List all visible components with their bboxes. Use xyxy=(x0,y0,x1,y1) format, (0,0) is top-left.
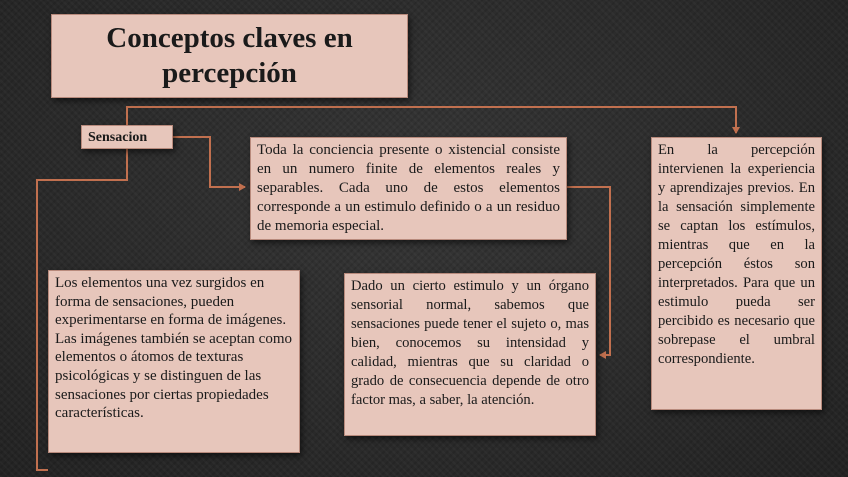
connector-to-top-center-box xyxy=(173,137,245,187)
concept-box-images xyxy=(48,270,300,453)
page-title: Conceptos claves en percepción xyxy=(106,22,353,89)
root-node-sensacion xyxy=(81,125,173,149)
concept-text-elements: Toda la conciencia presente o xistencial consiste en un numero finite de elementos reales y separables. Cada uno de estos elementos corresponde a un estimulo definido o a un residuo de memoria especial. xyxy=(257,142,560,234)
root-node-label: Sensacion xyxy=(88,130,148,145)
concept-box-elements xyxy=(250,137,567,240)
connector-to-right-box xyxy=(127,107,736,133)
concept-text-images: Los elementos una vez surgidos en forma de sensaciones, pueden experimentarse en forma de imágenes. Las imágenes también se aceptan como elementos o átomos de texturas psicológicas y se distinguen de las sensaciones por ciertas propiedades características. xyxy=(55,275,292,422)
concept-text-perception: En la percepción intervienen la experiencia y aprendizajes previos. En la sensación simplemente se captan los estímulos, mientras que en la percepción éstos son interpretados. Para que un estimulo pueda ser percibido es necesario que sobrepase el umbral correspondiente. xyxy=(658,142,815,367)
concept-box-stimulus xyxy=(344,273,596,436)
concept-text-stimulus: Dado un cierto estimulo y un órgano sensorial normal, sabemos que sensaciones puede tener el sujeto o, mas bien, conocemos su intensidad y calidad, mientras que su claridad o grado de consecuencia depende de otro factor mas, a saber, la atención. xyxy=(351,278,589,408)
concept-box-perception xyxy=(651,137,822,410)
title-box xyxy=(51,14,408,98)
